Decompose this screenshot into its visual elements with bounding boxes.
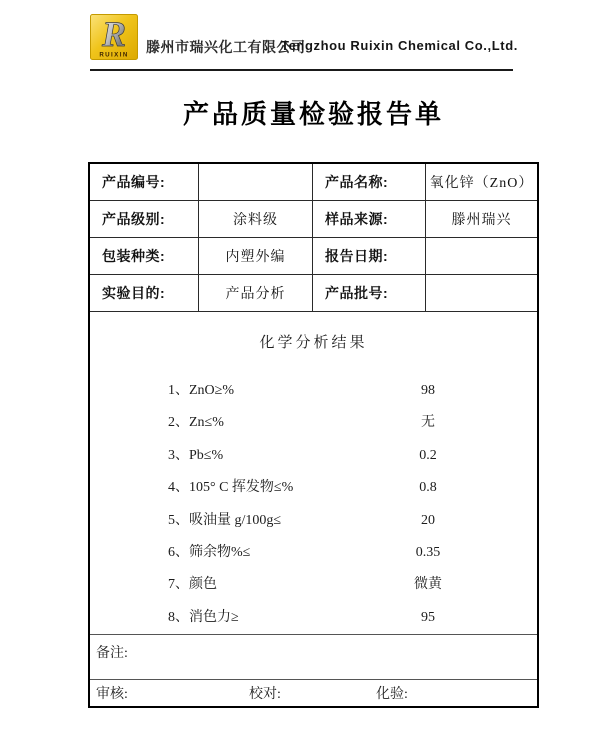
analysis-item-5 xyxy=(90,505,537,537)
analysis-item-value: 20 xyxy=(421,512,435,528)
reviewer-label: 审核: xyxy=(96,687,128,703)
analysis-section xyxy=(90,312,537,635)
product-code-label: 产品编号: xyxy=(90,164,199,200)
analysis-item-value: 0.2 xyxy=(419,447,437,463)
analysis-item-label: 8、消色力≥ xyxy=(168,609,239,625)
analysis-item-value: 98 xyxy=(421,383,435,398)
analysis-item-list xyxy=(90,375,537,634)
analysis-item-value: 0.35 xyxy=(415,544,441,560)
analysis-item-label: 3、Pb≤% xyxy=(168,447,224,463)
logo-wordmark: RUIXIN xyxy=(99,51,129,59)
analysis-item-1 xyxy=(90,375,537,407)
batch-number-value xyxy=(426,275,537,311)
analysis-item-label: 1、ZnO≥% xyxy=(168,383,235,398)
product-grade-label: 产品级别: xyxy=(90,201,199,237)
report-date-value xyxy=(426,238,537,274)
analysis-item-label: 2、Zn≤% xyxy=(168,415,224,431)
product-grade-value: 涂料级 xyxy=(199,201,313,237)
test-purpose-value: 产品分析 xyxy=(199,275,313,311)
product-code-value xyxy=(199,164,313,200)
header-divider xyxy=(90,69,513,71)
analysis-item-6 xyxy=(90,537,537,569)
analysis-section-title: 化学分析结果 xyxy=(259,335,368,351)
batch-number-label: 产品批号: xyxy=(313,275,426,311)
analysis-item-value: 95 xyxy=(421,609,435,625)
analysis-item-value: 0.8 xyxy=(419,480,437,496)
test-purpose-label: 实验目的: xyxy=(90,275,199,311)
company-logo-icon xyxy=(90,14,138,60)
package-type-label: 包装种类: xyxy=(90,238,199,274)
proofreader-label: 校对: xyxy=(249,687,281,703)
remarks-label: 备注: xyxy=(96,646,128,662)
product-name-label: 产品名称: xyxy=(313,164,426,200)
analysis-item-3 xyxy=(90,440,537,472)
analysis-item-8 xyxy=(90,602,537,634)
analysis-item-label: 4、105° C 挥发物≤% xyxy=(168,480,294,496)
document-title: 产品质量检验报告单 xyxy=(182,99,444,129)
info-row-product-grade xyxy=(90,201,537,238)
report-date-label: 报告日期: xyxy=(313,238,426,274)
package-type-value: 内塑外编 xyxy=(199,238,313,274)
product-name-value: 氧化锌（ZnO） xyxy=(429,176,534,191)
report-table xyxy=(88,162,539,708)
analysis-item-label: 7、颜色 xyxy=(168,577,217,593)
analysis-item-4 xyxy=(90,472,537,504)
analysis-item-label: 5、吸油量 g/100g≤ xyxy=(168,512,282,528)
sample-source-label: 样品来源: xyxy=(313,201,426,237)
info-row-product-code xyxy=(90,164,537,201)
sample-source-value: 滕州瑞兴 xyxy=(451,213,512,228)
logo-letter: R xyxy=(101,14,127,54)
info-row-package-type xyxy=(90,238,537,275)
company-name-en: Tengzhou Ruixin Chemical Co.,Ltd. xyxy=(281,38,518,53)
remarks-row xyxy=(90,635,537,680)
signoff-row xyxy=(90,680,537,706)
analysis-item-2 xyxy=(90,407,537,439)
analysis-item-label: 6、筛余物%≤ xyxy=(168,544,251,560)
company-name-cn: 滕州市瑞兴化工有限公司 xyxy=(146,41,306,56)
info-row-test-purpose xyxy=(90,275,537,312)
analysis-item-value: 微黄 xyxy=(414,577,442,593)
analysis-item-value: 无 xyxy=(421,415,435,431)
analysis-item-7 xyxy=(90,569,537,601)
tester-label: 化验: xyxy=(376,687,408,703)
